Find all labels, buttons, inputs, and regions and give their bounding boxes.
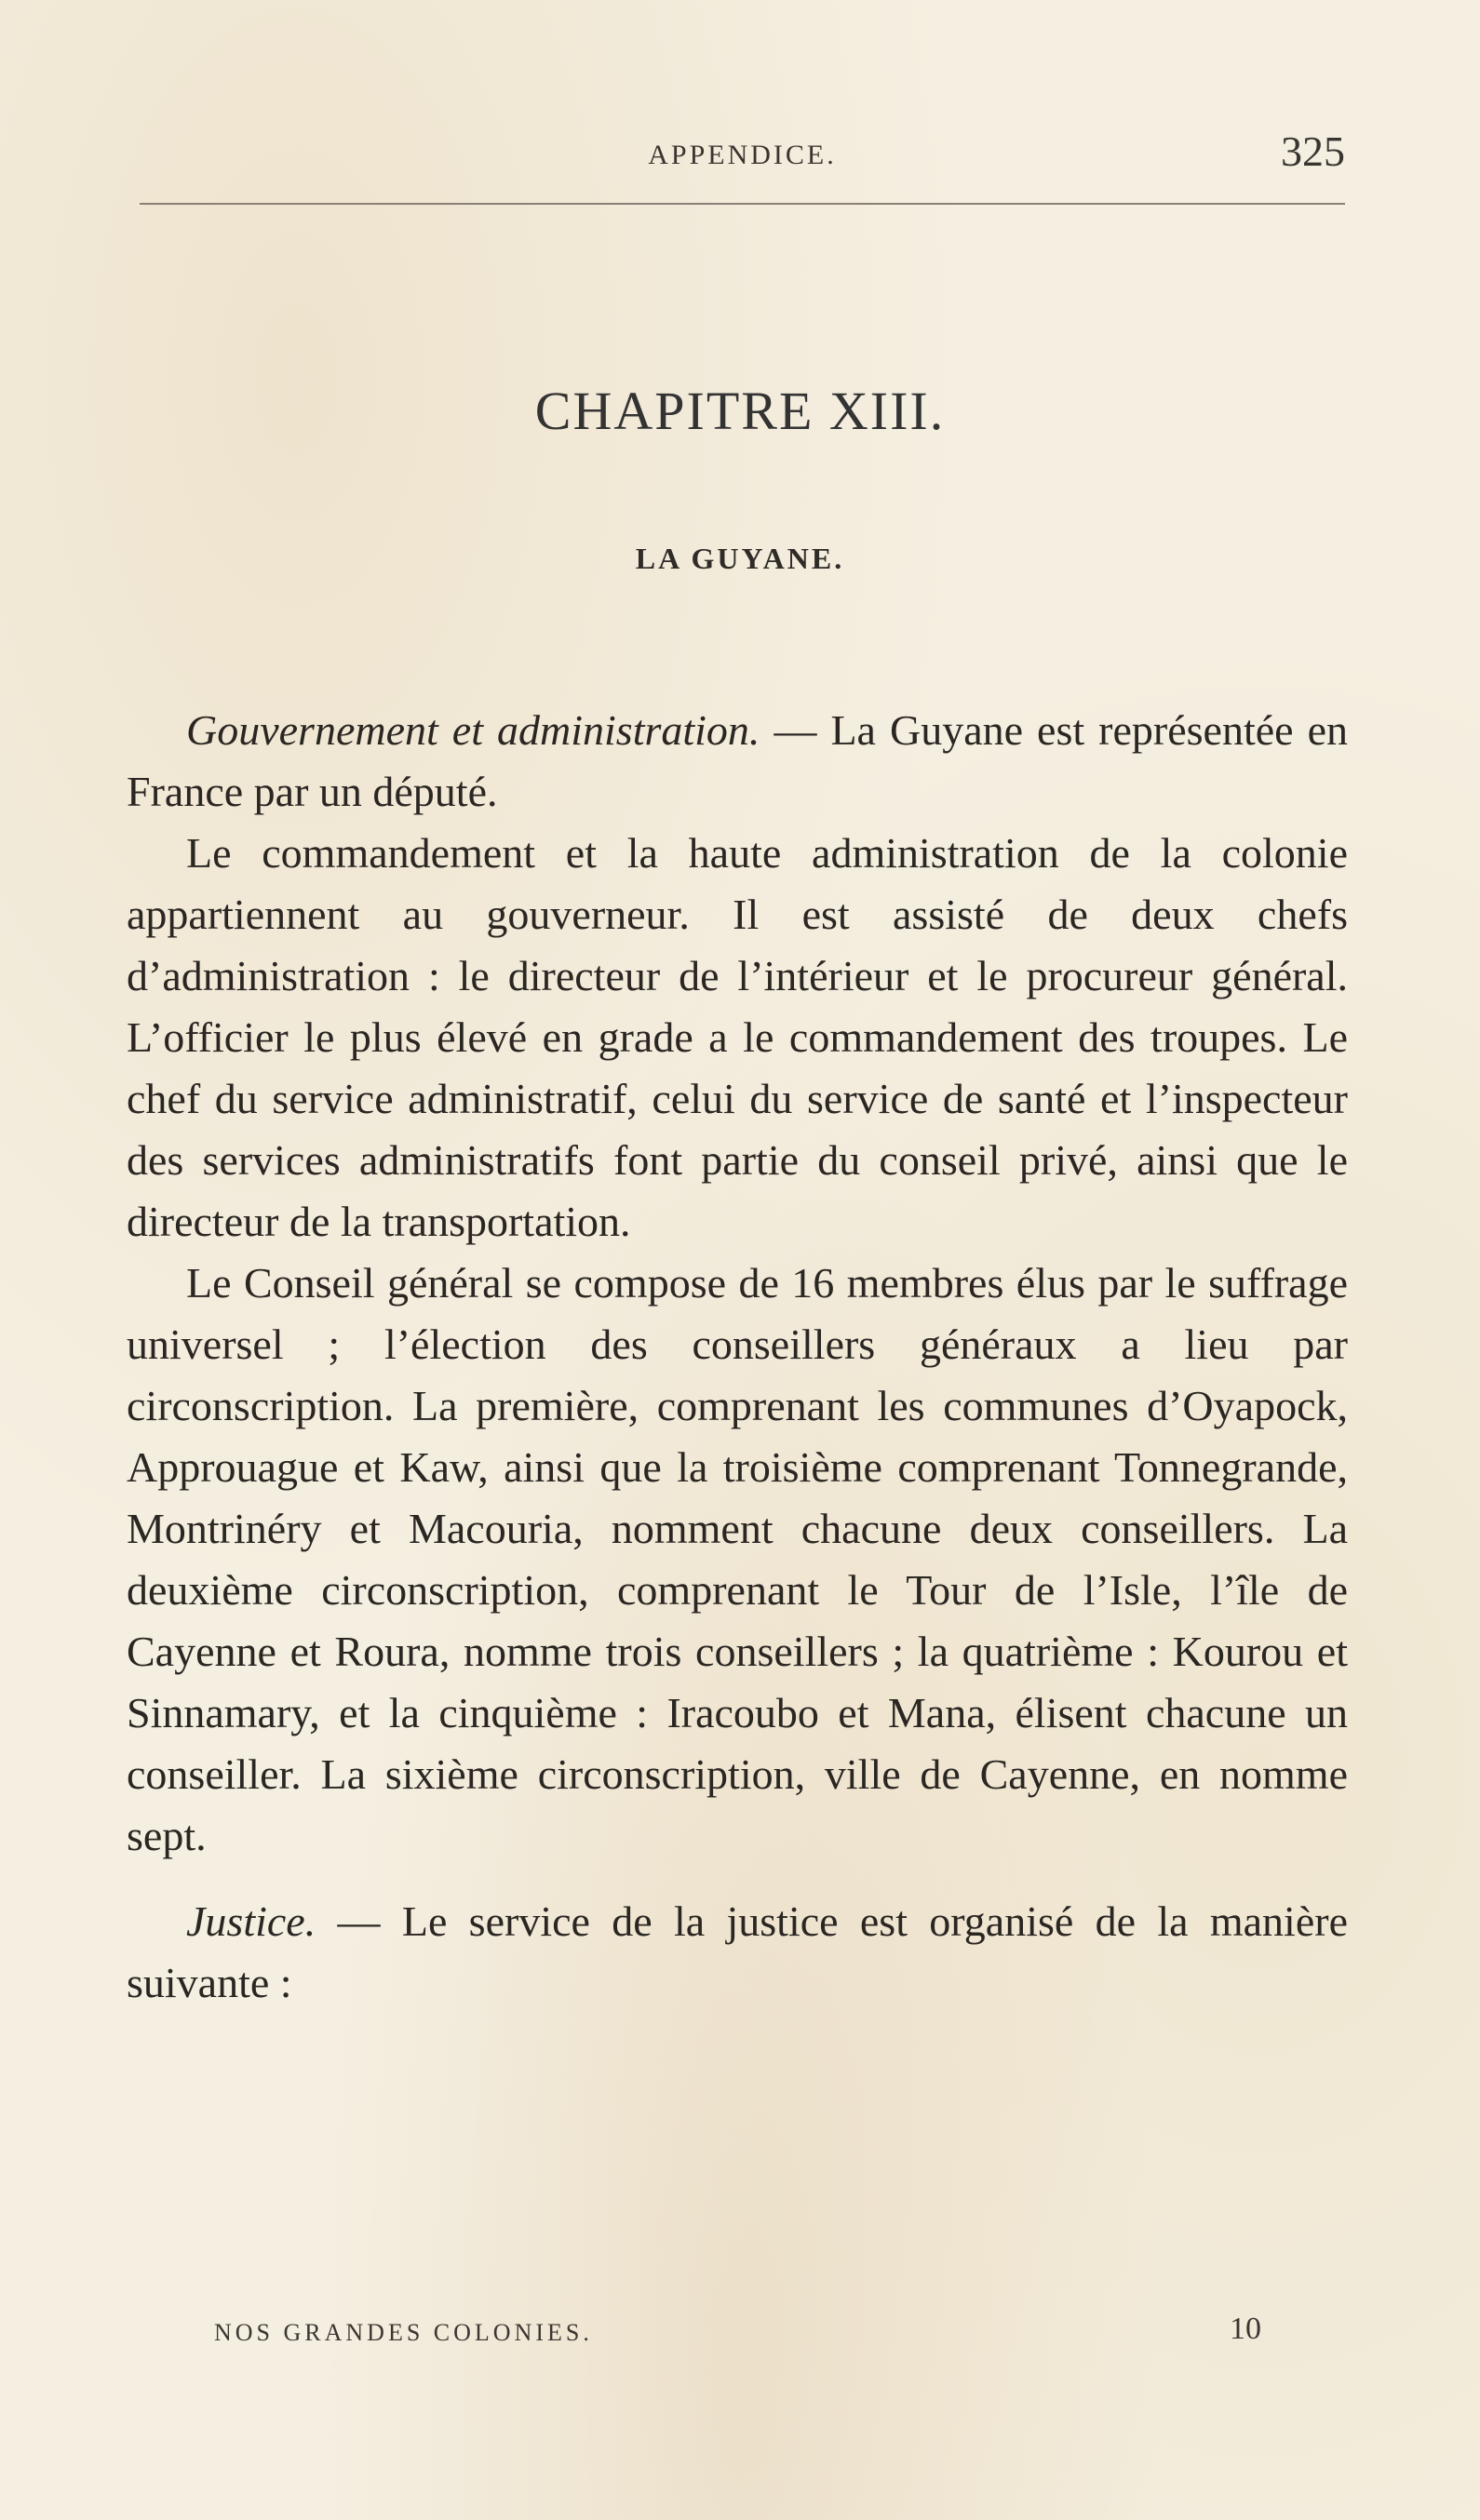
body-text (127, 700, 1348, 2014)
paragraph-commandement (127, 823, 1348, 1253)
footer (214, 2312, 1261, 2358)
paragraph-text: — La Guyane est représentée en France par un député. (127, 706, 1348, 815)
paragraph-gouvernement (127, 700, 1348, 823)
paragraph-text: Le Conseil général se compose de 16 membres élus par le suffrage universel ; l’élection des conseillers généraux a lieu par circonscription. La première, comprenant les communes d’Oyapock, Approuague et Kaw, ainsi que la troisième comprenant Tonnegrande, Montrinéry et Macouria, nomment chacune deux conseillers. La deuxième circonscription, comprenant le Tour de l’Isle, l’île de Cayenne et Roura, nomme trois conseillers ; la quatrième : Kourou et Sinnamary, et la cinquième : Iracoubo et Mana, élisent chacune un conseiller. La sixième circonscription, ville de Cayenne, en nomme sept. (127, 1259, 1348, 1859)
paragraph-justice (127, 1891, 1348, 2014)
paragraph-text: Le commandement et la haute administration de la colonie appartiennent au gouverneur. Il est assisté de deux chefs d’administration : le directeur de l’intérieur et le procureur général. L’officier le plus élevé en grade a le commandement des troupes. Le chef du service administratif, celui du service de santé et l’inspecteur des services administratifs font partie du conseil privé, ainsi que le directeur de la transportation. (127, 829, 1348, 1245)
paragraph-text: — Le service de la justice est organisé de la manière suivante : (127, 1897, 1348, 2006)
paragraph-conseil-general (127, 1253, 1348, 1867)
header-rule (140, 203, 1345, 205)
footer-title: NOS GRANDES COLONIES. (214, 2319, 593, 2346)
running-title: APPENDICE. (648, 140, 837, 170)
run-in-heading: Justice. (186, 1897, 316, 1945)
page-number: 325 (1281, 127, 1345, 175)
signature-mark: 10 (1230, 2312, 1261, 2346)
running-head (140, 127, 1345, 182)
chapter-title: CHAPITRE XIII. (534, 381, 946, 441)
section-title: LA GUYANE. (635, 542, 845, 575)
run-in-heading: Gouvernement et administration. (186, 706, 760, 754)
